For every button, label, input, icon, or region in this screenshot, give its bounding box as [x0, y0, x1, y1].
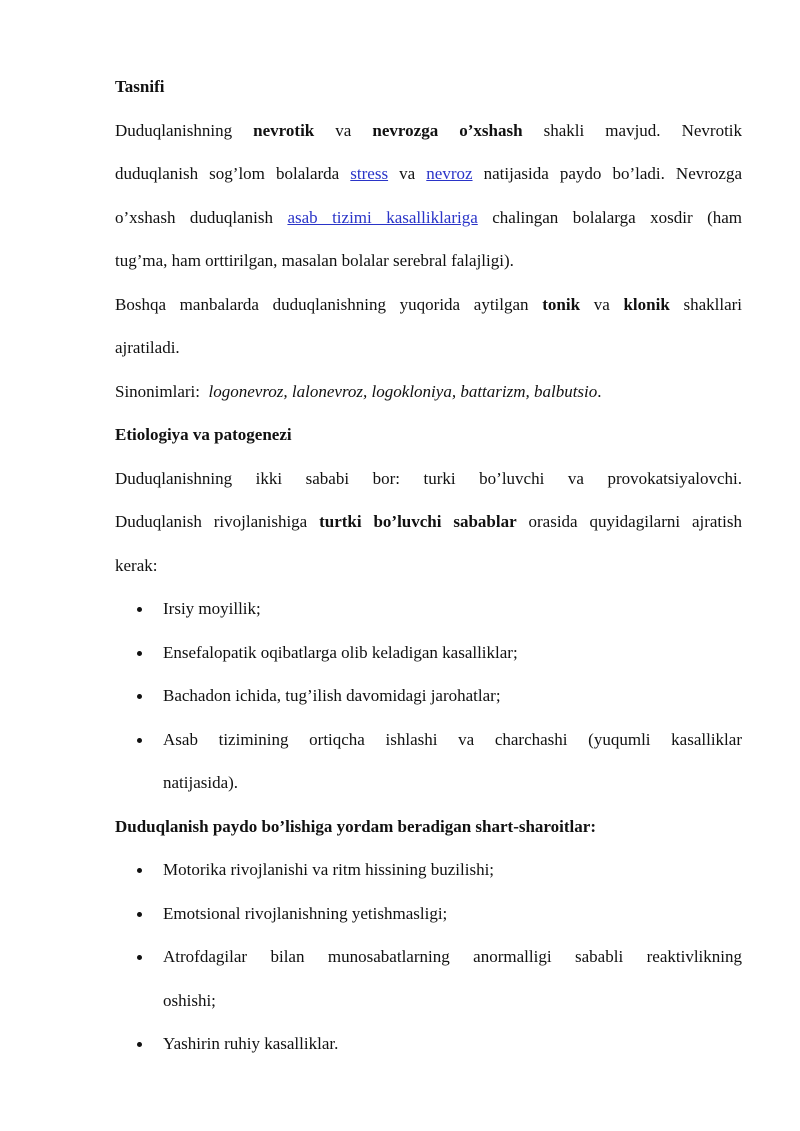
section-heading-classification: Tasnifi	[115, 77, 165, 96]
paragraph-classification: Duduqlanishning nevrotik va nevrozga o’xshash shakli mavjud. Nevrotik duduqlanish sog’lom bolalarda stress va nevroz natijasida paydo bo’ladi. Nevrozga o’xshash duduqlanish asab tizimi kasalliklariga chalingan bolalarga xosdir (ham tug’ma, ham orttirilgan, masalan bolalar serebral falajligi).	[115, 120, 743, 270]
term-turtki-boluvchi-sabablar: turtki bo’luvchi sabablar	[319, 512, 517, 531]
paragraph-two-causes: Duduqlanishning ikki sababi bor: turki bo’luvchi va provokatsiyalovchi.	[115, 468, 742, 488]
causes-list	[115, 592, 742, 766]
list-item: Motorika rivojlanishi va ritm hissining buzilishi;	[115, 853, 742, 897]
synonyms-line: Sinonimlari: logonevroz, lalonevroz, logokloniya, battarizm, balbutsio.	[115, 381, 602, 401]
bullet-icon	[137, 607, 142, 612]
list-item: Bachadon ichida, tug’ilish davomidagi jarohatlar;	[115, 679, 742, 723]
term-nevrozga-oxshash: nevrozga o’xshash	[372, 120, 523, 140]
list-item: Asab tizimining ortiqcha ishlashi va charchashi (yuqumli kasalliklar	[115, 723, 742, 767]
term-klonik: klonik	[623, 294, 670, 314]
bullet-icon	[137, 868, 142, 873]
list-item: Ensefalopatik oqibatlarga olib keladigan kasalliklar;	[115, 636, 742, 680]
synonyms-list: logonevroz, lalonevroz, logokloniya, battarizm, balbutsio	[208, 381, 598, 401]
bullet-icon	[137, 694, 142, 699]
link-asab-tizimi-kasalliklariga[interactable]: asab tizimi kasalliklariga	[287, 207, 478, 227]
section-heading-conditions: Duduqlanish paydo bo’lishiga yordam beradigan shart-sharoitlar:	[115, 816, 596, 836]
list-item: Emotsional rivojlanishning yetishmasligi;	[115, 897, 742, 941]
paragraph-triggering-causes: Duduqlanish rivojlanishiga turtki bo’luvchi sabablar orasida quyidagilarni ajratish kerak:	[115, 512, 742, 575]
paragraph-other-sources: Boshqa manbalarda duduqlanishning yuqorida aytilgan tonik va klonik shakllari ajratiladi.	[115, 294, 743, 357]
bullet-icon	[137, 912, 142, 917]
bullet-icon	[137, 651, 142, 656]
list-item: Irsiy moyillik;	[115, 592, 742, 636]
conditions-list-continued	[115, 1027, 742, 1071]
bullet-icon	[137, 955, 142, 960]
list-item: Yashirin ruhiy kasalliklar.	[115, 1027, 742, 1071]
term-tonik: tonik	[542, 294, 581, 314]
list-item: Atrofdagilar bilan munosabatlarning anormalligi sababli reaktivlikning	[115, 940, 742, 984]
bullet-icon	[137, 1042, 142, 1047]
synonyms-label: Sinonimlari:	[115, 381, 209, 401]
conditions-list	[115, 853, 742, 984]
link-stress[interactable]: stress	[350, 164, 389, 183]
section-heading-etiology: Etiologiya va patogenezi	[115, 425, 292, 444]
link-nevroz[interactable]: nevroz	[426, 164, 473, 183]
bullet-icon	[137, 738, 142, 743]
term-nevrotik: nevrotik	[253, 120, 315, 140]
document-page: Tasnifi Duduqlanishning nevrotik va nevrozga o’xshash shakli mavjud. Nevrotik duduqlanish sog’lom bolalarda stress va nevroz natijasida paydo bo’ladi. Nevrozga o’xshash duduqlanish asab tizimi kasalliklariga chalingan bolalarga xosdir (ham tug’ma, ham orttirilgan, masalan bolalar serebral falajligi). Boshqa manbalarda duduqlanishning yuqorida aytilgan tonik va klonik shakllari ajratiladi. Sinonimlari: logonevroz, lalonevroz, logokloniya, battarizm, balbutsio. Etiologiya va patogenezi Duduqlanishning ikki sababi bor: turki bo’luvchi va provokatsiyalovchi. Duduqlanish rivojlanishiga turtki bo’luvchi sabablar orasida quyidagilarni ajratish kerak: Irsiy moyillik; Ensefalopatik oqibatlarga olib keladigan kasalliklar; Bachadon ichida, tug’ilish davomidagi jarohatlar; Asab tizimining ortiqcha ishlashi va charchashi (yuqumli kasalliklar natijasida). Duduqlanish paydo bo’lishiga yordam beradigan shart-sharoitlar: Motorika rivojlanishi va ritm hissining buzilishi; Emotsional rivojlanishning yetishmasligi; Atrofdagilar bilan munosabatlarning anormalligi sababli reaktivlikning oshishi; Yashirin ruhiy kasalliklar.	[115, 70, 742, 1071]
